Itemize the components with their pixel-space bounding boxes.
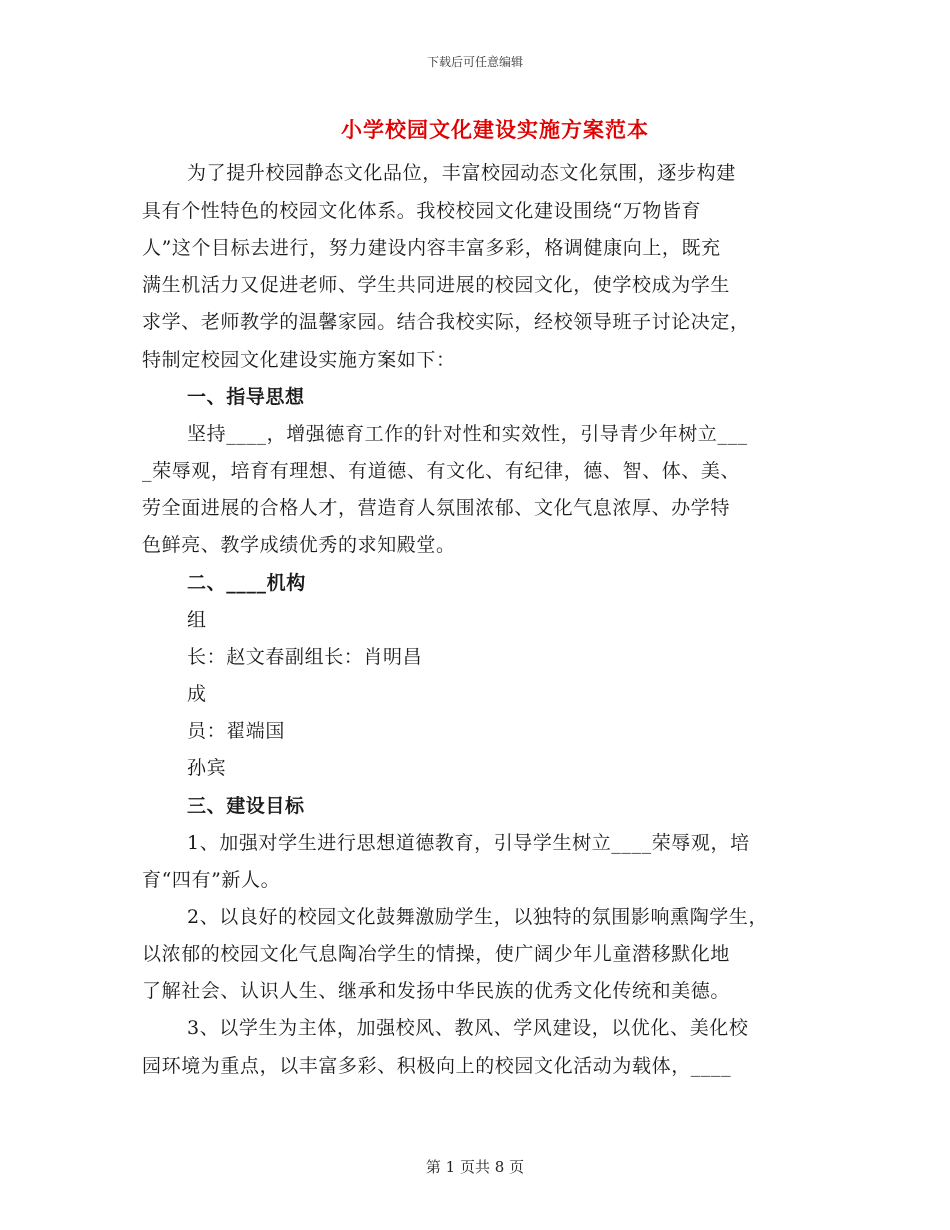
paragraph-line: 3、以学生为主体，加强校风、教风、学风建设，以优化、美化校 xyxy=(187,1017,749,1039)
paragraph-line: 满生机活力又促进老师、学生共同进展的校园文化，使学校成为学生 xyxy=(142,274,731,296)
paragraph-line: 孙宾 xyxy=(187,757,227,779)
paragraph-line: 1、加强对学生进行思想道德教育，引导学生树立____荣辱观，培 xyxy=(187,832,750,854)
paragraph-line: 员：翟端国 xyxy=(187,720,286,742)
paragraph-line: 以浓郁的校园文化气息陶冶学生的情操，使广阔少年儿童潜移默化地 xyxy=(142,943,731,965)
paragraph-line: 特制定校园文化建设实施方案如下： xyxy=(142,349,456,371)
paragraph-line: 了解社会、认识人生、继承和发扬中华民族的优秀文化传统和美德。 xyxy=(142,980,731,1002)
paragraph-line: 劳全面进展的合格人才，营造育人氛围浓郁、文化气息浓厚、办学特 xyxy=(142,497,731,519)
paragraph-line: 具有个性特色的校园文化体系。我校校园文化建设围绕“万物皆育 xyxy=(142,200,702,222)
paragraph-line: 坚持____，增强德育工作的针对性和实效性，引导青少年树立___ xyxy=(187,423,748,445)
paragraph-line: 长：赵文春副组长：肖明昌 xyxy=(187,646,423,668)
page-footer: 第 1 页共 8 页 xyxy=(425,1158,525,1176)
section-heading: 二、____机构 xyxy=(187,572,306,594)
paragraph-line: 求学、老师教学的温馨家园。结合我校实际，经校领导班子讨论决定， xyxy=(142,311,750,333)
paragraph-line: 成 xyxy=(187,683,207,705)
paragraph-line: _荣辱观，培育有理想、有道德、有文化、有纪律，德、智、体、美、 xyxy=(142,460,741,482)
page-header: 下载后可任意编辑 xyxy=(426,55,523,69)
paragraph-line: 2、以良好的校园文化鼓舞激励学生，以独特的氛围影响熏陶学生， xyxy=(187,906,769,928)
document-title: 小学校园文化建设实施方案范本 xyxy=(341,117,649,142)
paragraph-line: 为了提升校园静态文化品位，丰富校园动态文化氛围，逐步构建 xyxy=(187,162,736,184)
paragraph-line: 色鲜亮、教学成绩优秀的求知殿堂。 xyxy=(142,534,456,556)
paragraph-line: 育“四有”新人。 xyxy=(142,869,281,891)
paragraph-line: 园环境为重点，以丰富多彩、积极向上的校园文化活动为载体，____ xyxy=(142,1055,732,1077)
section-heading: 一、指导思想 xyxy=(187,386,305,408)
paragraph-line: 人”这个目标去进行，努力建设内容丰富多彩，格调健康向上，既充 xyxy=(142,237,721,259)
section-heading: 三、建设目标 xyxy=(187,795,305,817)
paragraph-line: 组 xyxy=(187,609,207,631)
